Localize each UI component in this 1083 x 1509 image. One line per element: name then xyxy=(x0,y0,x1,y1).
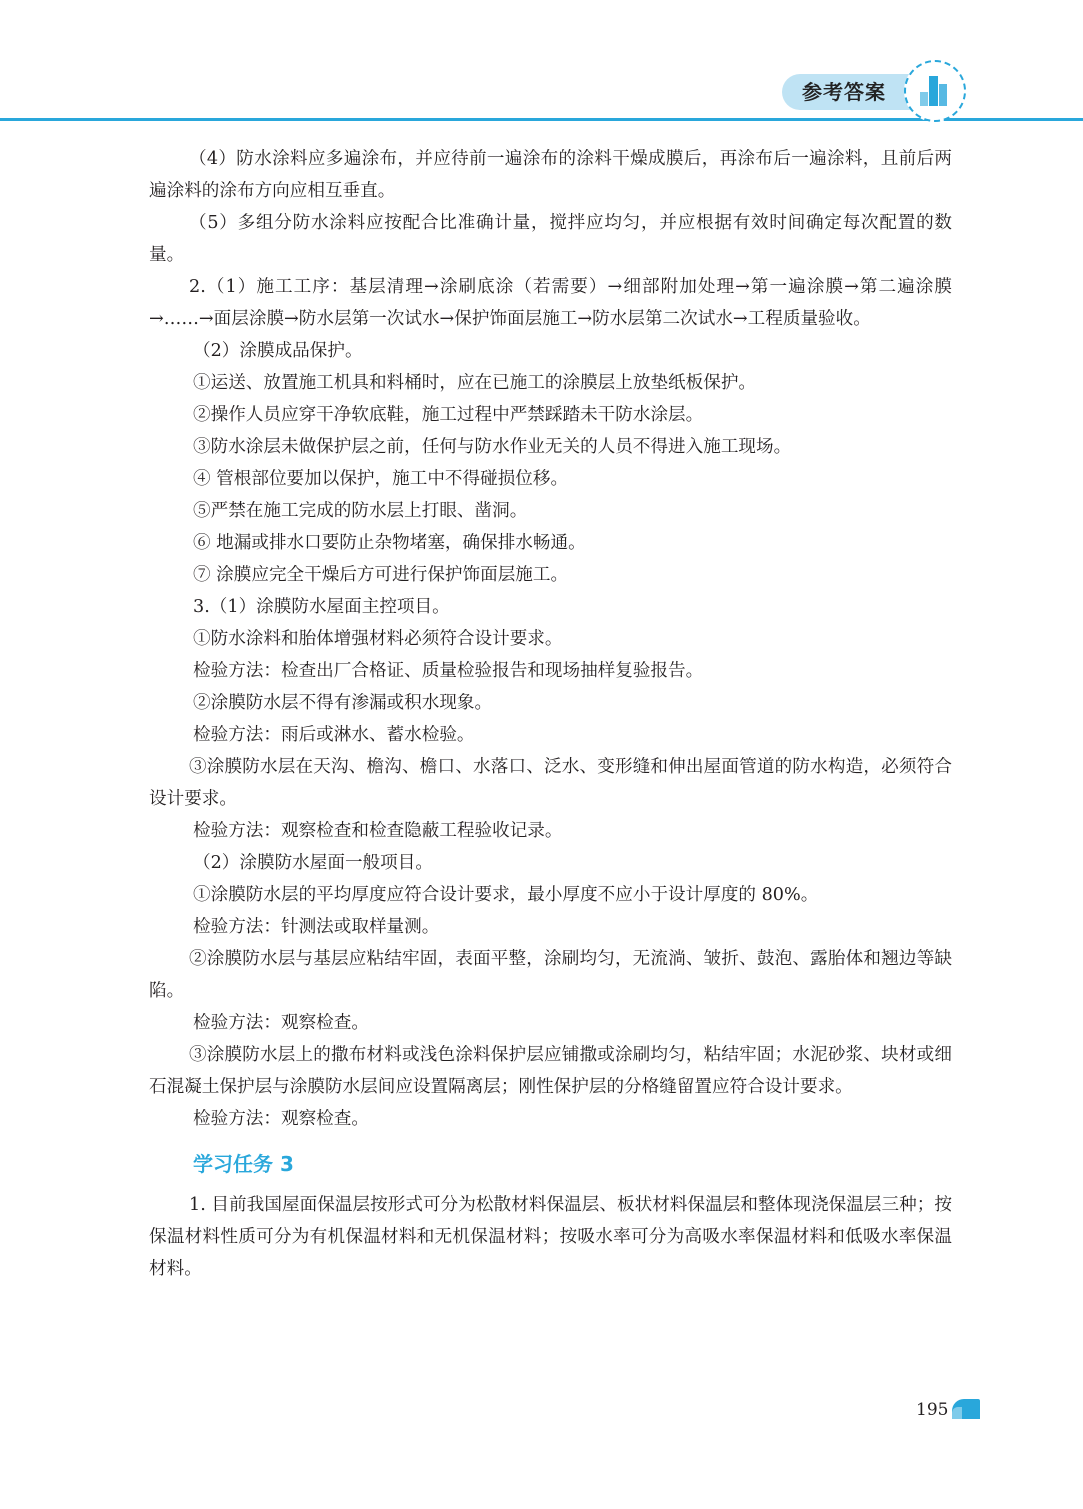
paragraph: ②操作人员应穿干净软底鞋，施工过程中严禁踩踏未干防水涂层。 xyxy=(193,405,704,425)
page-number: 195 xyxy=(916,1400,949,1420)
paragraph: 1. 目前我国屋面保温层按形式可分为松散材料保温层、板状材料保温层和整体现浇保温层三种；按保温材料性质可分为有机保温材料和无机保温材料；按吸水率可分为高吸水率保温材料和低吸水率保温材料。 xyxy=(149,1195,952,1279)
page-body xyxy=(149,143,952,1285)
paragraph: ⑦ 涂膜应完全干燥后方可进行保护饰面层施工。 xyxy=(193,565,569,585)
paragraph: 检验方法：观察检查和检查隐蔽工程验收记录。 xyxy=(193,821,563,841)
paragraph: 检验方法：针测法或取样量测。 xyxy=(193,917,440,937)
paragraph: ②涂膜防水层不得有渗漏或积水现象。 xyxy=(193,693,493,713)
paragraph: （5）多组分防水涂料应按配合比准确计量，搅拌应均匀，并应根据有效时间确定每次配置的数量。 xyxy=(149,213,952,265)
paragraph: （4）防水涂料应多遍涂布，并应待前一遍涂布的涂料干燥成膜后，再涂布后一遍涂料，且前后两遍涂料的涂布方向应相互垂直。 xyxy=(149,149,952,201)
paragraph: ⑤严禁在施工完成的防水层上打眼、凿洞。 xyxy=(193,501,528,521)
paragraph: （2）涂膜防水屋面一般项目。 xyxy=(193,853,433,873)
section-heading: 学习任务 3 xyxy=(193,1152,294,1176)
paragraph: ①涂膜防水层的平均厚度应符合设计要求，最小厚度不应小于设计厚度的 80%。 xyxy=(193,885,819,905)
paragraph: 检验方法：观察检查。 xyxy=(193,1013,369,1033)
paragraph: ①运送、放置施工机具和料桶时，应在已施工的涂膜层上放垫纸板保护。 xyxy=(193,373,757,393)
paragraph: 2.（1）施工工序：基层清理→涂刷底涂（若需要）→细部附加处理→第一遍涂膜→第二遍涂膜→……→面层涂膜→防水层第一次试水→保护饰面层施工→防水层第二次试水→工程质量验收。 xyxy=(149,277,952,329)
paragraph: （2）涂膜成品保护。 xyxy=(193,341,363,361)
paragraph: ③涂膜防水层上的撒布材料或浅色涂料保护层应铺撒或涂刷均匀，粘结牢固；水泥砂浆、块材或细石混凝土保护层与涂膜防水层间应设置隔离层；刚性保护层的分格缝留置应符合设计要求。 xyxy=(149,1045,952,1097)
paragraph: 检验方法：观察检查。 xyxy=(193,1109,369,1129)
paragraph: ③防水涂层未做保护层之前，任何与防水作业无关的人员不得进入施工现场。 xyxy=(193,437,792,457)
paragraph: ③涂膜防水层在天沟、檐沟、檐口、水落口、泛水、变形缝和伸出屋面管道的防水构造，必须符合设计要求。 xyxy=(149,757,952,809)
paragraph: ①防水涂料和胎体增强材料必须符合设计要求。 xyxy=(193,629,563,649)
paragraph: ⑥ 地漏或排水口要防止杂物堵塞，确保排水畅通。 xyxy=(193,533,586,553)
bar-chart-icon xyxy=(904,60,966,122)
paragraph: ④ 管根部位要加以保护，施工中不得碰损位移。 xyxy=(193,469,569,489)
paragraph: 检验方法：雨后或淋水、蓄水检验。 xyxy=(193,725,475,745)
paragraph: 3.（1）涂膜防水屋面主控项目。 xyxy=(193,597,450,617)
header-title: 参考答案 xyxy=(802,80,886,104)
paragraph: 检验方法：检查出厂合格证、质量检验报告和现场抽样复验报告。 xyxy=(193,661,704,681)
paragraph: ②涂膜防水层与基层应粘结牢固，表面平整，涂刷均匀，无流淌、皱折、鼓泡、露胎体和翘边等缺陷。 xyxy=(149,949,952,1001)
page-tab-icon xyxy=(952,1399,980,1419)
